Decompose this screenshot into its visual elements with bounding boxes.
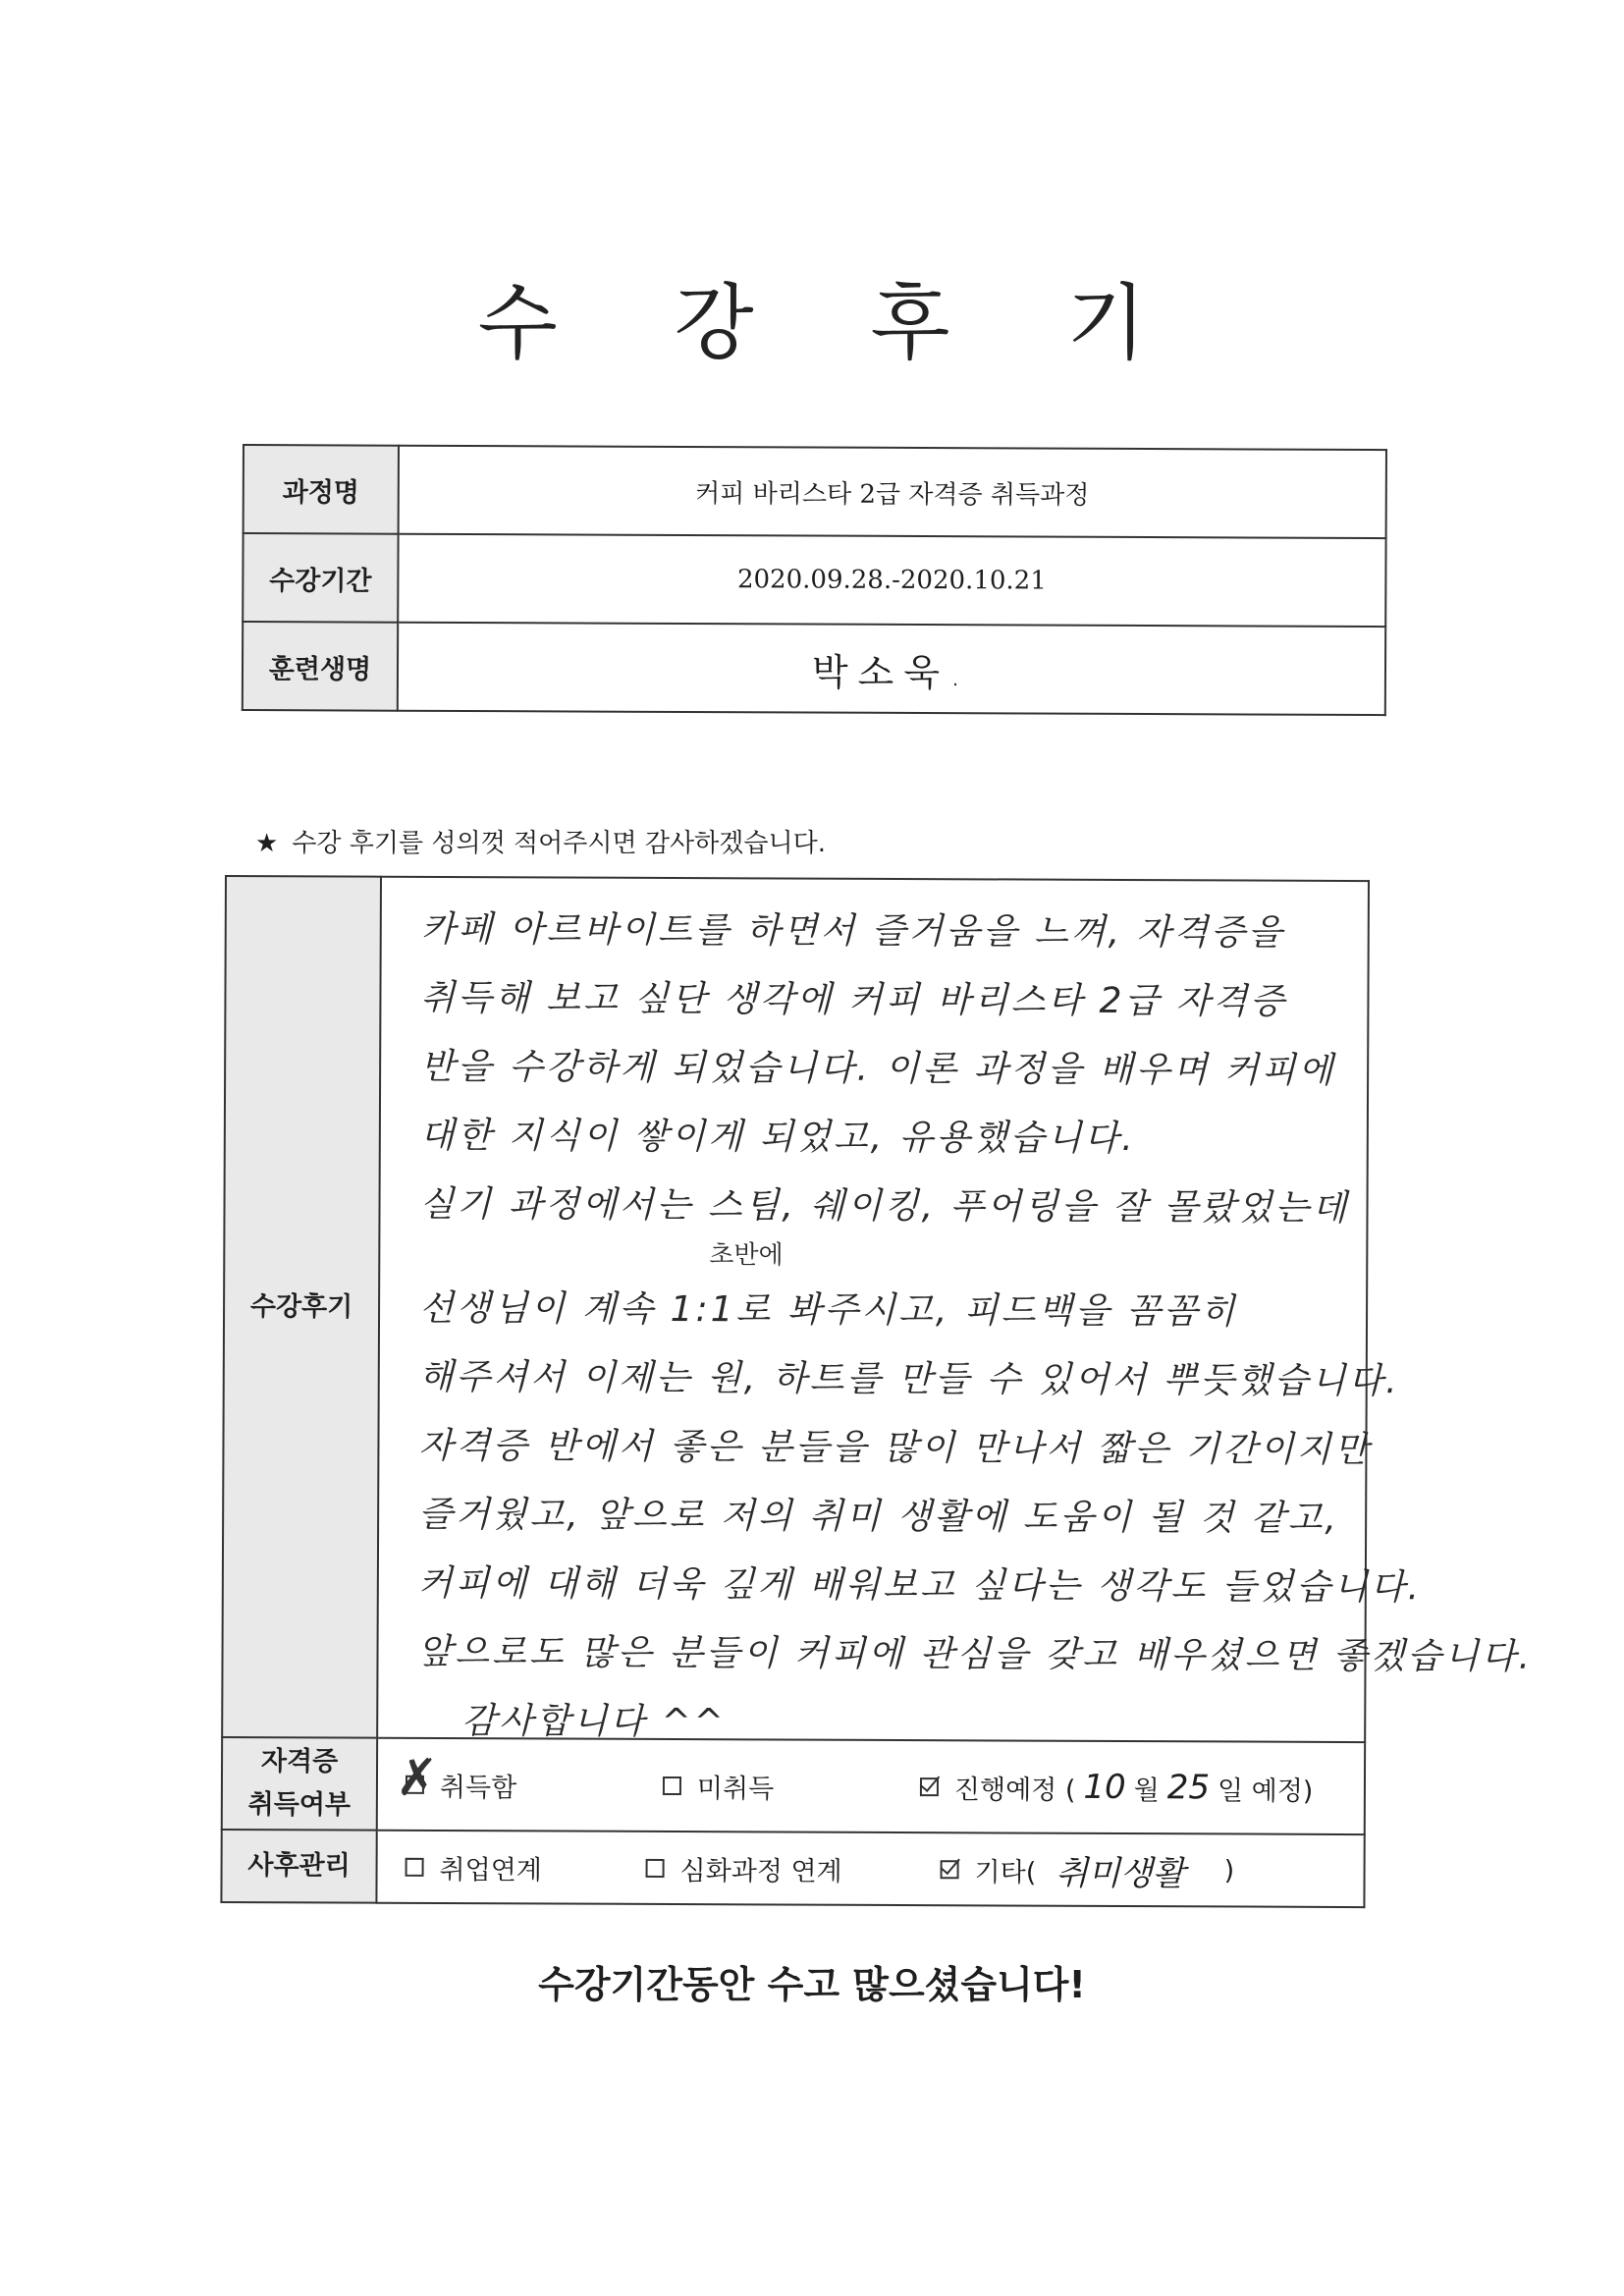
- checked-checkbox-icon[interactable]: [941, 1860, 959, 1879]
- review-line: 취득해 보고 싶단 생각에 커피 바리스타 2급 자격증: [420, 977, 1288, 1022]
- review-line: 반을 수강하게 되었습니다. 이론 과정을 배우며 커피에: [420, 1046, 1336, 1091]
- review-line: 자격증 반에서 좋은 분들을 많이 만나서 짧은 기간이지만: [418, 1425, 1372, 1471]
- option-other[interactable]: 기타( 취미생활 ): [940, 1845, 1234, 1894]
- review-line: 앞으로도 많은 분들이 커피에 관심을 갖고 배우셨으면 좋겠습니다.: [417, 1631, 1534, 1677]
- handwritten-name: 박소욱.: [811, 650, 972, 694]
- course-value: 커피 바리스타 2급 자격증 취득과정: [399, 446, 1386, 538]
- review-body: [377, 877, 1534, 1743]
- option-not-acquired[interactable]: 미취득: [663, 1766, 920, 1805]
- star-icon: ★: [255, 829, 279, 858]
- review-line: 해주셔서 이제는 원, 하트를 만들 수 있어서 뿌듯했습니다.: [418, 1356, 1400, 1402]
- review-line: 선생님이 계속 1:1로 봐주시고, 피드백을 꼼꼼히: [418, 1287, 1238, 1333]
- checkbox-icon[interactable]: [646, 1858, 665, 1877]
- period-value: 2020.09.28.-2020.10.21: [398, 534, 1385, 627]
- closing-message: 수강기간동안 수고 많으셨습니다!: [538, 1963, 1086, 2006]
- review-line: 즐거웠고, 앞으로 저의 취미 생활에 도움이 될 것 같고,: [418, 1494, 1339, 1539]
- checkbox-icon[interactable]: [663, 1776, 681, 1794]
- course-label: 과정명: [244, 445, 399, 534]
- check-mark-icon: ✗: [395, 1748, 439, 1808]
- review-line: 실기 과정에서는 스팀, 쉐이킹, 푸어링을 잘 몰랐었는데: [419, 1183, 1350, 1229]
- review-line: 대한 지식이 쌓이게 되었고, 유용했습니다.: [419, 1115, 1136, 1160]
- instruction-note: [255, 823, 826, 859]
- review-label: 수강후기: [222, 876, 381, 1738]
- checked-checkbox-icon[interactable]: [920, 1777, 939, 1796]
- review-line: 커피에 대해 더욱 깊게 배워보고 싶다는 생각도 들었습니다.: [417, 1562, 1423, 1609]
- handwritten-month: 10: [1083, 1767, 1126, 1808]
- aftercare-label: 사후관리: [221, 1830, 376, 1903]
- inserted-word: 초반에: [709, 1240, 784, 1271]
- aftercare-options: [376, 1831, 1364, 1907]
- option-scheduled[interactable]: 진행예정 ( 10 월 25 일 예정): [920, 1767, 1314, 1808]
- review-table: [220, 875, 1534, 1908]
- option-advanced-course[interactable]: 심화과정 연계: [646, 1848, 941, 1887]
- checkbox-icon[interactable]: [406, 1857, 424, 1876]
- document-title: 수 강 후 기: [477, 275, 1192, 371]
- handwritten-review: [417, 896, 1534, 1760]
- review-line: 카페 아르바이트를 하면서 즐거움을 느껴, 자격증을: [420, 908, 1285, 954]
- trainee-name-value: [398, 623, 1385, 715]
- certificate-label: 자격증 취득여부: [222, 1737, 377, 1831]
- review-line: 감사합니다 ^^: [461, 1701, 727, 1743]
- option-job-linkage[interactable]: 취업연계: [406, 1847, 646, 1886]
- course-info-table: [242, 444, 1387, 716]
- trainee-name-label: 훈련생명: [243, 622, 398, 711]
- certificate-options: [377, 1738, 1365, 1834]
- option-acquired[interactable]: 취득함: [406, 1765, 663, 1804]
- period-label: 수강기간: [243, 533, 398, 623]
- checkbox-icon[interactable]: [406, 1775, 424, 1793]
- handwritten-other: 취미생활: [1056, 1853, 1185, 1893]
- instruction-text: 수강 후기를 성의껏 적어주시면 감사하겠습니다.: [292, 829, 826, 858]
- handwritten-day: 25: [1166, 1768, 1211, 1808]
